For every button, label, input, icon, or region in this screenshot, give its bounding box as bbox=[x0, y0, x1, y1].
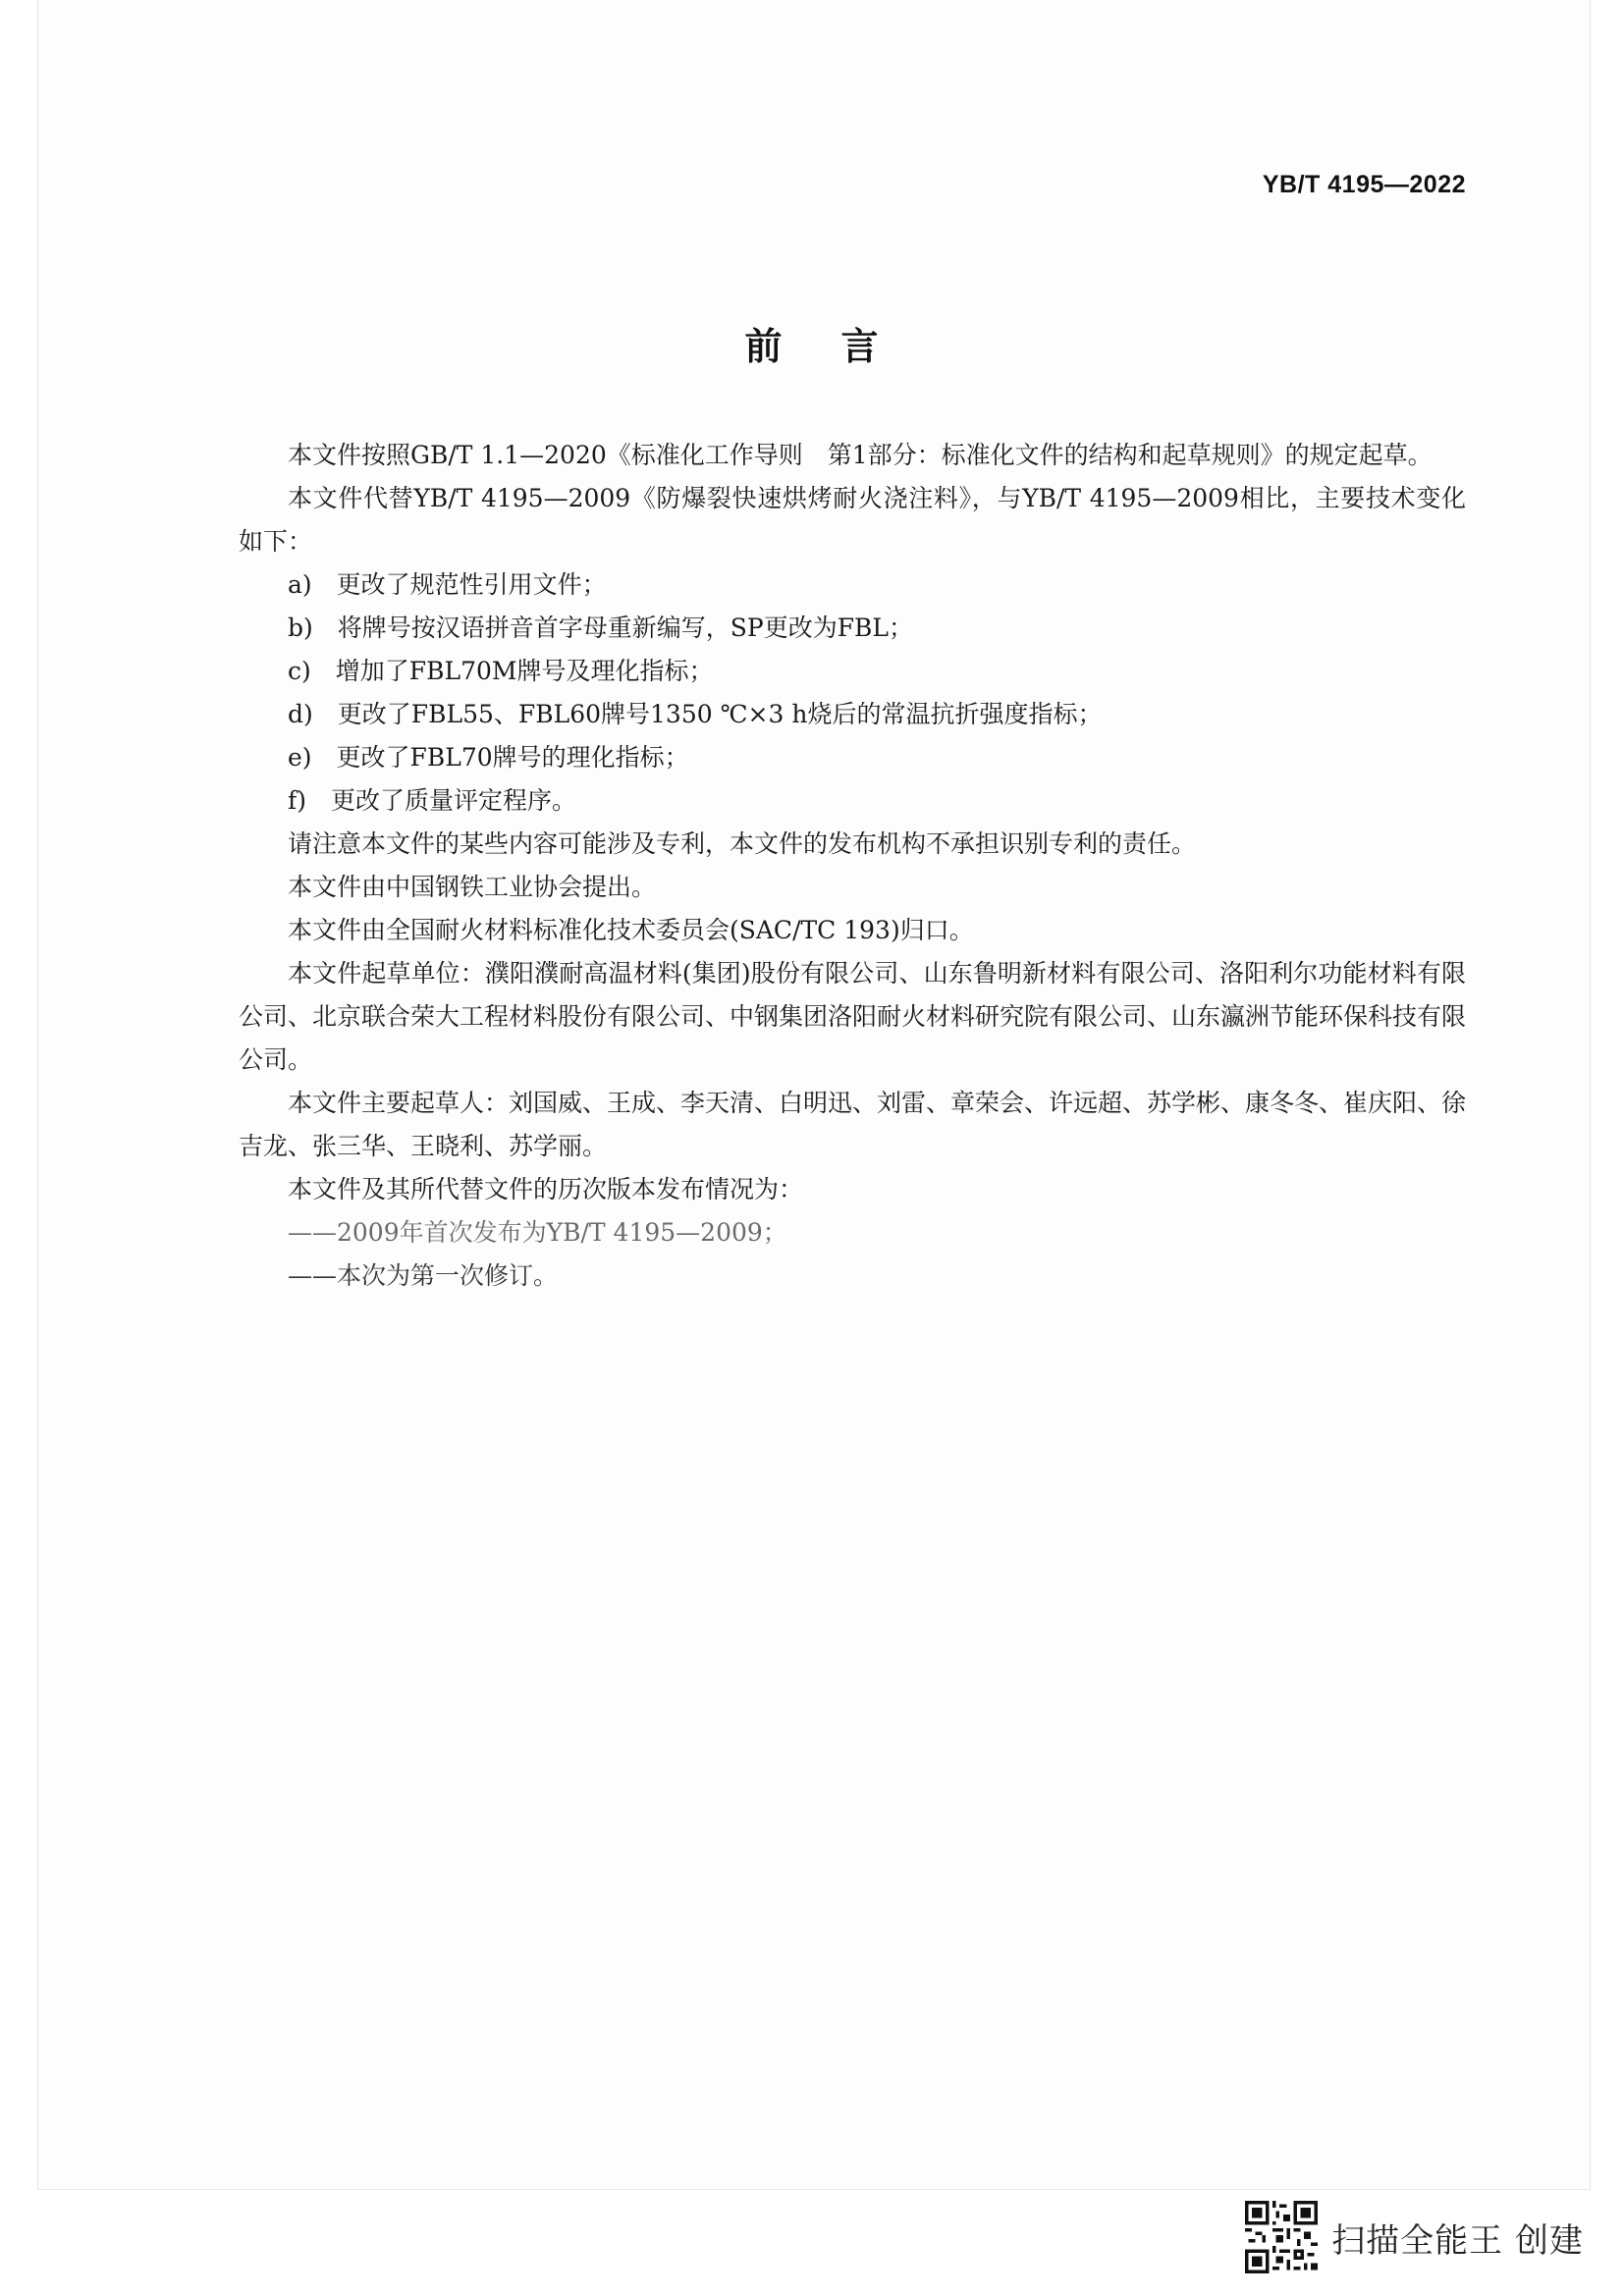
paragraph-version-history: 本文件及其所代替文件的历次版本发布情况为： bbox=[288, 1175, 804, 1203]
paragraph-drafting-rules: 本文件按照GB/T 1.1—2020《标准化工作导则 第1部分：标准化文件的结构和起草规则》的规定起草。 bbox=[288, 441, 1433, 469]
change-item-b: b) 将牌号按汉语拼音首字母重新编写，SP更改为FBL； bbox=[288, 614, 914, 642]
change-item-a: a) 更改了规范性引用文件； bbox=[288, 570, 607, 599]
paragraph-replaces: 本文件代替YB/T 4195—2009《防爆裂快速烘烤耐火浇注料》，与YB/T 4195—2009相比，主要技术变化如下： bbox=[239, 484, 1466, 556]
watermark-text: 扫描全能王 创建 bbox=[1331, 2220, 1584, 2261]
scanner-watermark bbox=[1245, 2198, 1584, 2276]
change-item-f: f) 更改了质量评定程序。 bbox=[288, 786, 577, 815]
page-title: 前言 bbox=[744, 325, 938, 368]
paragraph-drafters: 本文件主要起草人：刘国威、王成、李天清、白明迅、刘雷、章荣会、许远超、苏学彬、康冬冬、崔庆阳、徐吉龙、张三华、王晓利、苏学丽。 bbox=[239, 1089, 1467, 1160]
history-item-current: ——本次为第一次修订。 bbox=[288, 1261, 559, 1290]
paragraph-drafting-units: 本文件起草单位：濮阳濮耐高温材料(集团)股份有限公司、山东鲁明新材料有限公司、洛阳利尔功能材料有限公司、北京联合荣大工程材料股份有限公司、中钢集团洛阳耐火材料研究院有限公司、山东瀛洲节能环保科技有限公司。 bbox=[239, 959, 1467, 1074]
qr-code-icon bbox=[1245, 2201, 1318, 2273]
standard-number: YB/T 4195—2022 bbox=[1262, 171, 1466, 198]
history-item-2009: ——2009年首次发布为YB/T 4195—2009； bbox=[288, 1218, 787, 1247]
foreword-body bbox=[239, 434, 1466, 1298]
change-item-e: e) 更改了FBL70牌号的理化指标； bbox=[288, 743, 689, 772]
paragraph-centralized-by: 本文件由全国耐火材料标准化技术委员会(SAC/TC 193)归口。 bbox=[288, 916, 974, 944]
paragraph-patent-notice: 请注意本文件的某些内容可能涉及专利，本文件的发布机构不承担识别专利的责任。 bbox=[288, 829, 1197, 858]
change-item-d: d) 更改了FBL55、FBL60牌号1350 ℃×3 h烧后的常温抗折强度指标； bbox=[288, 700, 1103, 728]
paragraph-proposed-by: 本文件由中国钢铁工业协会提出。 bbox=[288, 873, 657, 901]
change-item-c: c) 增加了FBL70M牌号及理化指标； bbox=[288, 657, 714, 685]
